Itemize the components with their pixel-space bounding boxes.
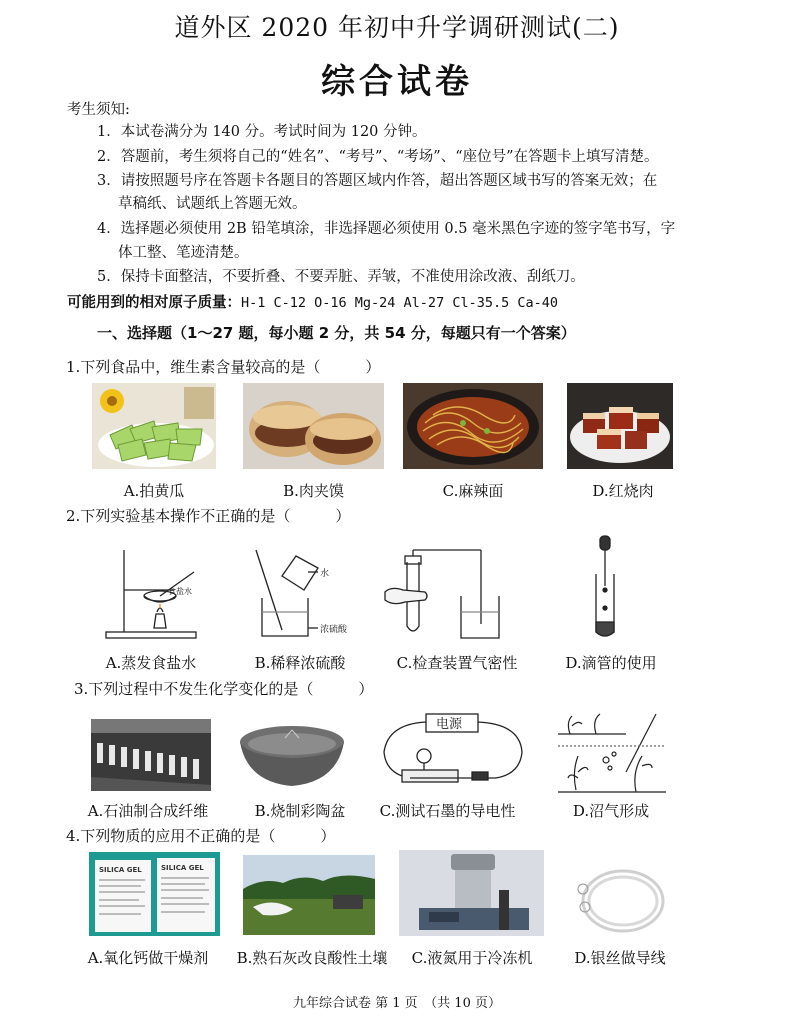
conductivity-diagram bbox=[380, 712, 527, 794]
option-b: B.烧制彩陶盆 bbox=[254, 802, 346, 820]
cucumber-image bbox=[92, 383, 216, 469]
page-footer: 九年综合试卷 第 1 页 （共 10 页） bbox=[293, 996, 501, 1011]
pottery-basin-image bbox=[237, 722, 347, 790]
atomic-mass-label: 可能用到的相对原子质量： bbox=[67, 295, 241, 311]
question-stem: 2.下列实验基本操作不正确的是（ ） bbox=[66, 507, 351, 525]
question-stem: 4.下列物质的应用不正确的是（ ） bbox=[66, 827, 336, 845]
lime-soil-image bbox=[243, 855, 375, 935]
option-c: C.测试石墨的导电性 bbox=[379, 802, 516, 820]
notice-heading: 考生须知: bbox=[67, 102, 130, 118]
atomic-mass-line bbox=[67, 292, 558, 314]
notice-item: 5．保持卡面整洁，不要折叠、不要弄脏、弄皱，不准使用涂改液、刮纸刀。 bbox=[97, 269, 585, 285]
dilution-diagram bbox=[252, 546, 364, 642]
braised-pork-image bbox=[567, 383, 673, 469]
option-d: D.银丝做导线 bbox=[574, 949, 666, 967]
atomic-mass-values: H-1 C-12 O-16 Mg-24 Al-27 Cl-35.5 Ca-40 bbox=[241, 295, 558, 311]
freezer-image bbox=[399, 850, 544, 936]
notice-item: 1．本试卷满分为 140 分。考试时间为 120 分钟。 bbox=[97, 124, 427, 140]
option-a: A.氧化钙做干燥剂 bbox=[87, 949, 209, 967]
option-c: C.检查装置气密性 bbox=[396, 654, 518, 672]
noodles-image bbox=[403, 383, 543, 469]
evaporation-diagram bbox=[104, 546, 216, 642]
airtightness-diagram bbox=[381, 546, 509, 642]
silver-wire-image bbox=[569, 855, 671, 937]
notice-item: 体工整、笔迹清楚。 bbox=[118, 245, 249, 261]
question-stem: 3.下列过程中不发生化学变化的是（ ） bbox=[74, 680, 374, 698]
acid-label: 浓硫酸 bbox=[320, 625, 348, 635]
option-b: B.肉夹馍 bbox=[283, 482, 344, 500]
exam-subtitle: 综合试卷 bbox=[321, 62, 473, 102]
notice-item: 2．答题前，考生须将自己的“姓名”、“考号”、“考场”、“座位号”在答题卡上填写清楚。 bbox=[97, 149, 659, 165]
question-stem: 1.下列食品中，维生素含量较高的是（ ） bbox=[66, 358, 381, 376]
biogas-diagram bbox=[556, 712, 668, 794]
silica-label: SILICA GEL bbox=[99, 866, 142, 874]
salt-water-label: 食盐水 bbox=[168, 587, 192, 596]
option-d: D.红烧肉 bbox=[592, 482, 654, 500]
option-a: A.蒸发食盐水 bbox=[105, 654, 197, 672]
silica-label: SILICA GEL bbox=[161, 864, 204, 872]
option-d: D.滴管的使用 bbox=[565, 654, 657, 672]
option-a: A.拍黄瓜 bbox=[123, 482, 185, 500]
option-d: D.沼气形成 bbox=[572, 802, 650, 820]
notice-item: 3．请按照题号序在答题卡各题目的答题区域内作答，超出答题区域书写的答案无效；在 bbox=[97, 173, 658, 189]
notice-item: 草稿纸、试题纸上答题无效。 bbox=[118, 196, 307, 212]
desiccant-image bbox=[89, 852, 220, 936]
option-a: A.石油制合成纤维 bbox=[87, 802, 209, 820]
water-label: 水 bbox=[320, 569, 330, 579]
fiber-factory-image bbox=[91, 719, 211, 791]
option-b: B.稀释浓硫酸 bbox=[254, 654, 346, 672]
dropper-diagram bbox=[586, 534, 626, 642]
option-c: C.液氮用于冷冻机 bbox=[411, 949, 533, 967]
exam-title: 道外区 2020 年初中升学调研测试(二) bbox=[174, 13, 620, 42]
notice-item: 4．选择题必须使用 2B 铅笔填涂，非选择题必须使用 0.5 毫米黑色字迹的签字笔书写，字 bbox=[97, 221, 676, 237]
option-b: B.熟石灰改良酸性土壤 bbox=[236, 949, 388, 967]
roujiamo-image bbox=[243, 383, 384, 469]
section-title: 一、选择题（1～27 题，每小题 2 分，共 54 分，每题只有一个答案） bbox=[97, 324, 576, 342]
power-label: 电源 bbox=[436, 717, 463, 732]
option-c: C.麻辣面 bbox=[442, 482, 504, 500]
